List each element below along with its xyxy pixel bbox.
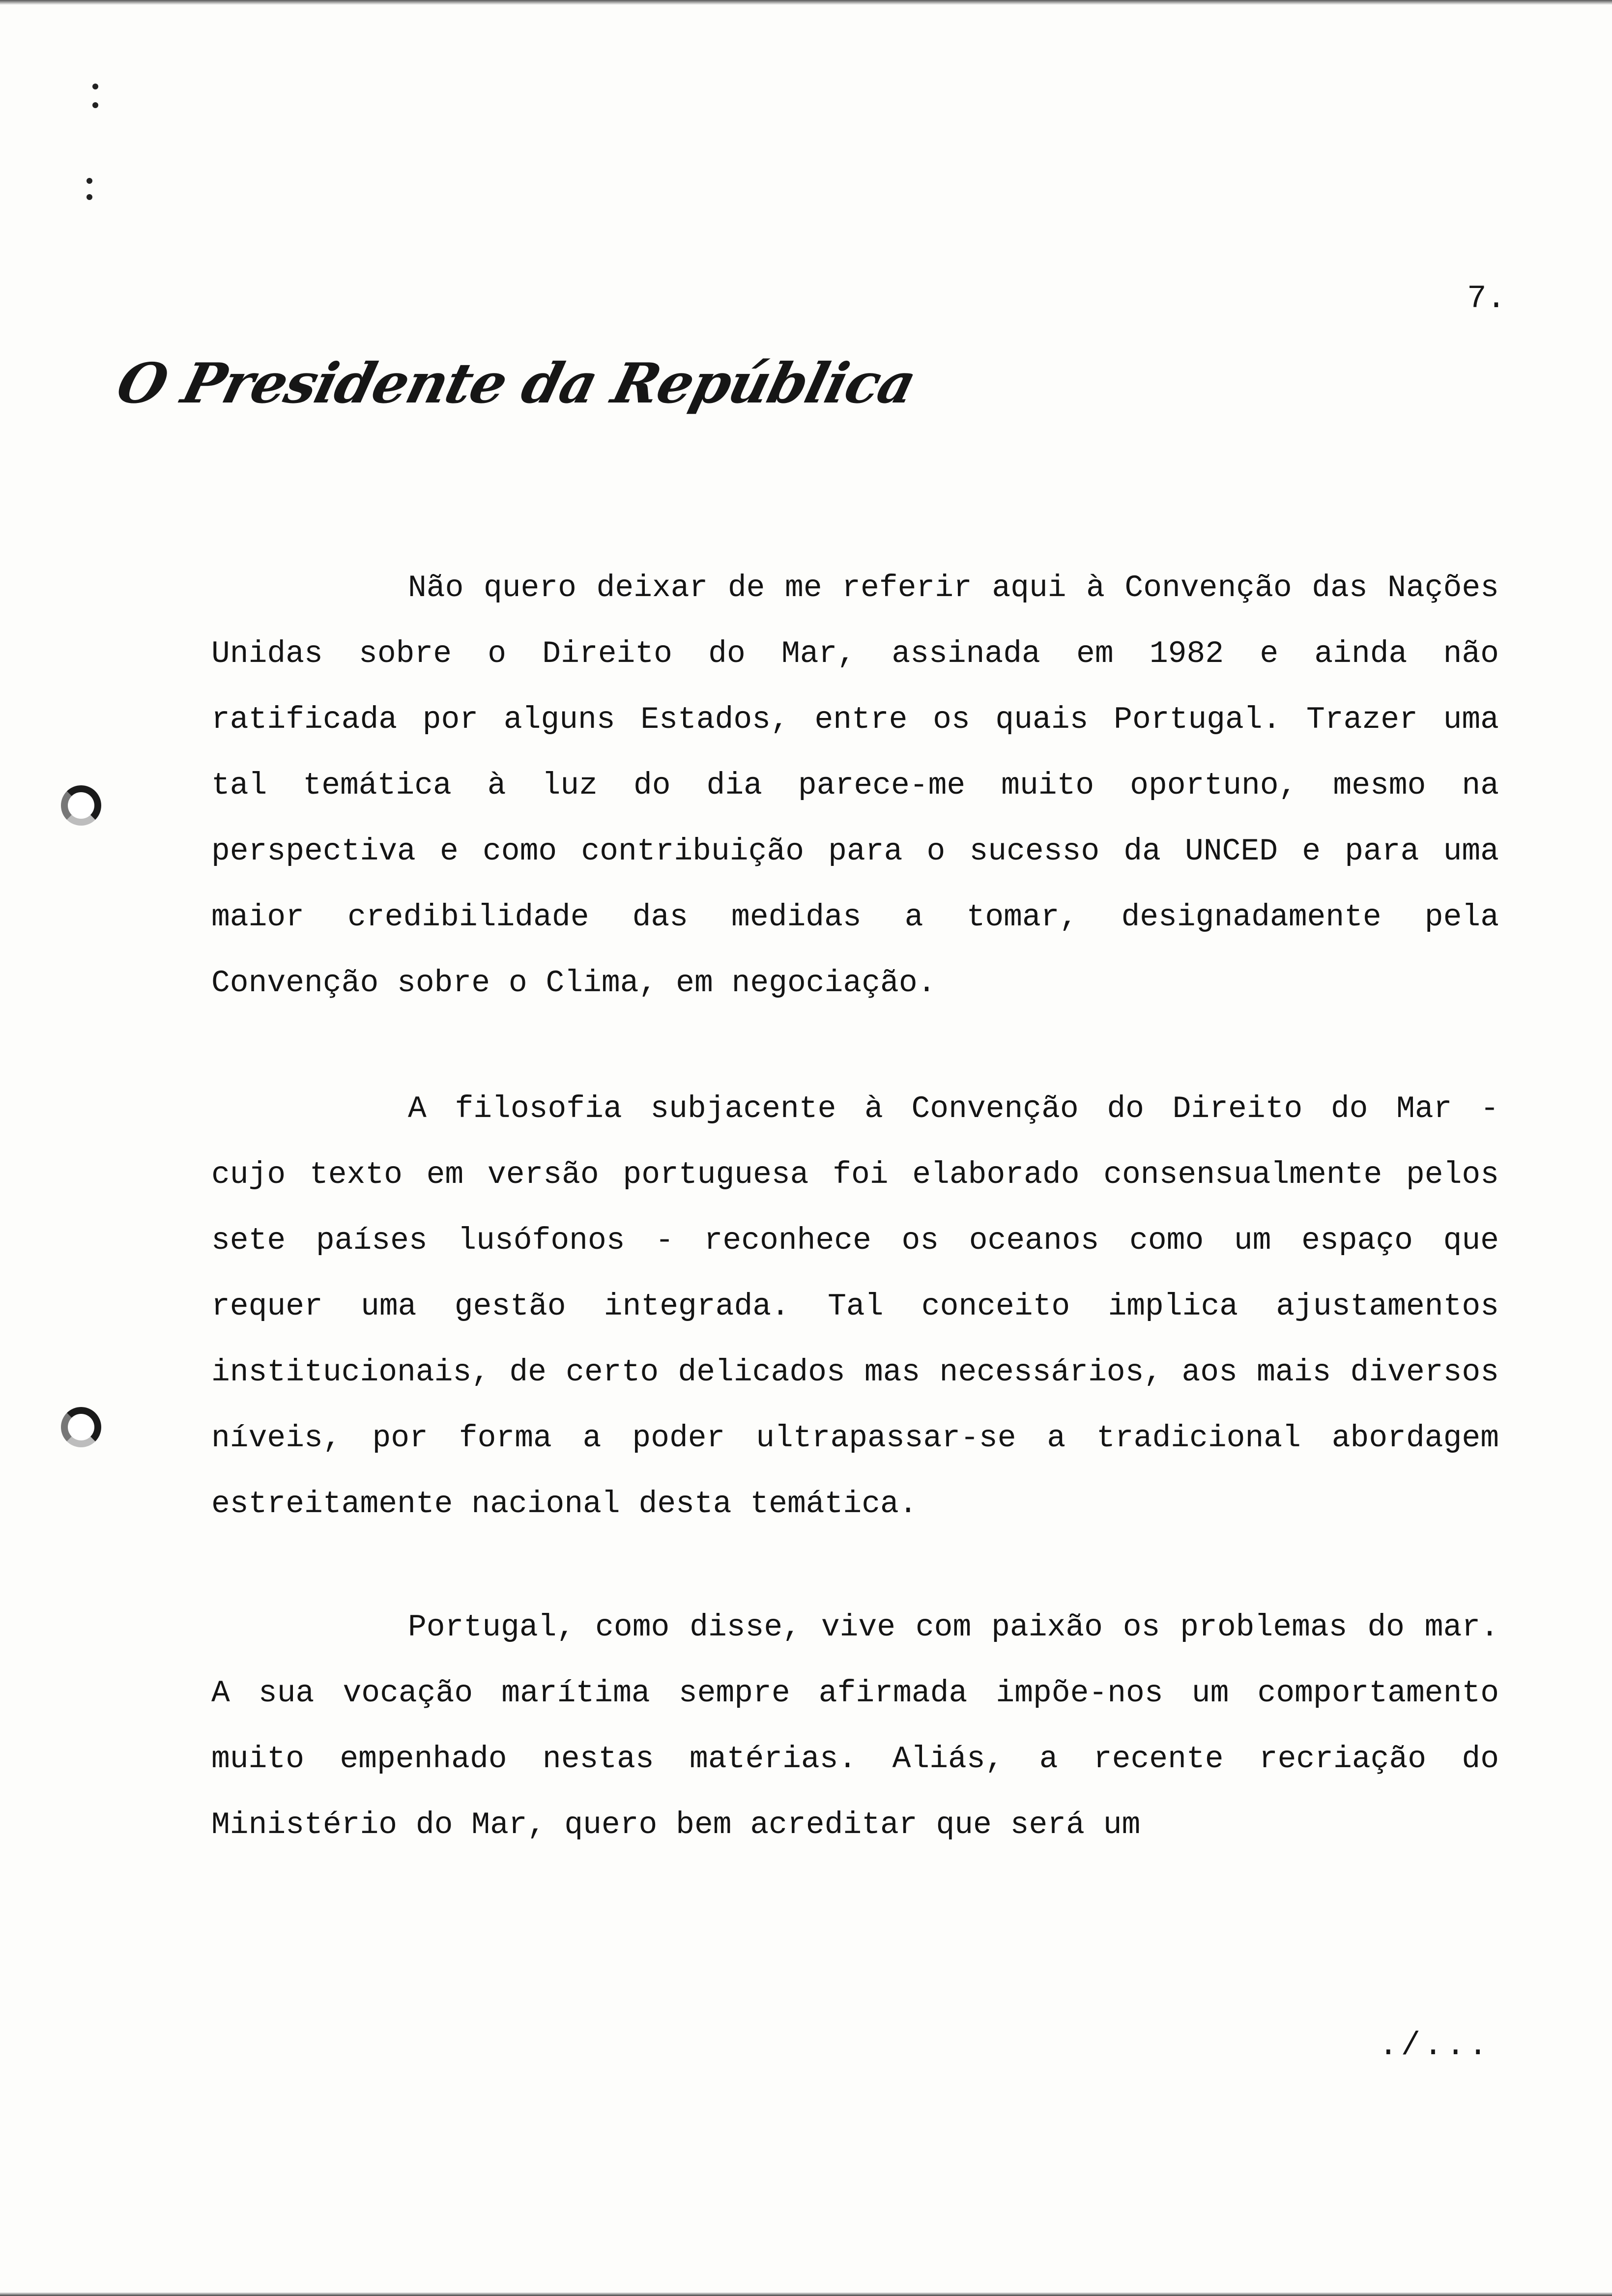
margin-mark [92,102,98,108]
scan-bottom-edge [0,2292,1612,2296]
continuation-mark: ./... [1379,2027,1491,2064]
scan-top-edge [0,0,1612,5]
punch-hole [61,785,101,826]
punch-hole [61,1407,101,1447]
margin-mark [92,84,98,89]
letterhead-signature: O Presidente da República [111,351,922,416]
margin-mark [86,194,92,200]
page-number: 7. [1467,280,1506,317]
margin-mark [86,178,92,184]
paragraph: Não quero deixar de me referir aqui à Convenção das Nações Unidas sobre o Direito do Mar, assinada em 1982 e ainda não ratificada por alguns Estados, entre os quais Portugal. Trazer uma tal temática à luz do dia parece-me muito oportuno, mesmo na perspectiva e como contribuição para o sucesso da UNCED e para uma maior credibilidade das medidas a tomar, designadamente pela Convenção sobre o Clima, em negociação. [211,571,1499,1001]
paragraph: A filosofia subjacente à Convenção do Direito do Mar - cujo texto em versão portuguesa foi elaborado consensualmente pelos sete países lusófonos - reconhece os oceanos como um espaço que requer uma gestão integrada. Tal conceito implica ajustamentos institucionais, de certo delicados mas necessários, aos mais diversos níveis, por forma a poder ultrapassar-se a tradicional abordagem estreitamente nacional desta temática. [211,1091,1499,1521]
paragraph: Portugal, como disse, vive com paixão os problemas do mar. A sua vocação marítima sempre afirmada impõe-nos um comportamento muito empenhado nestas matérias. Aliás, a recente recriação do Ministério do Mar, quero bem acreditar que será um [211,1610,1499,1842]
